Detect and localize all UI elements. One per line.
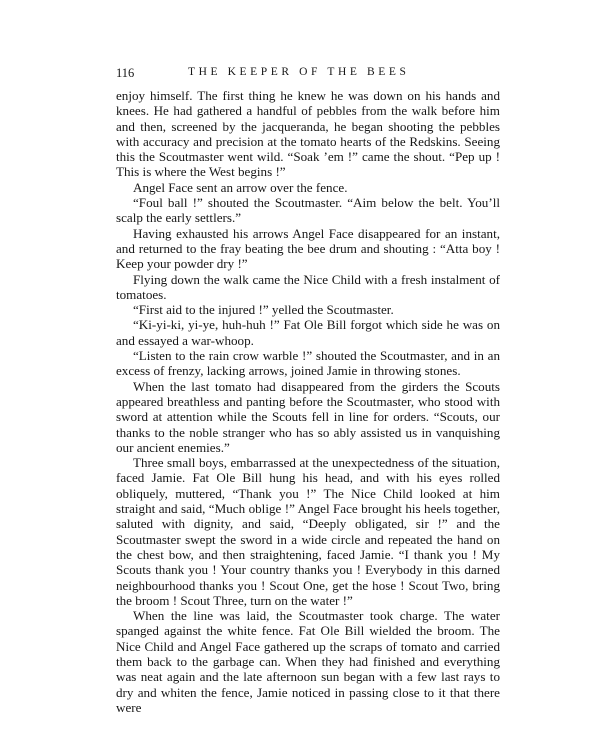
paragraph: Having exhausted his arrows Angel Face disappeared for an instant, and returned to the fray beating the bee drum and shouting : “Atta boy ! Keep your powder dry !” <box>116 225 500 272</box>
paragraph: Angel Face sent an arrow over the fence. <box>133 179 348 195</box>
page-number: 116 <box>116 66 135 80</box>
book-title: THE KEEPER OF THE BEES <box>188 66 410 78</box>
body-text <box>116 88 500 715</box>
book-page <box>116 66 500 715</box>
paragraph: When the last tomato had disappeared from the girders the Scouts appeared breathless and panting before the Scoutmaster, who stood with sword at attention while the Scouts fell in line for orders. “Scouts, our thanks to the noble stranger who has so ably assisted us in vanquishing our ancient enemies.” <box>116 378 500 455</box>
paragraph: When the line was laid, the Scoutmaster took charge. The water spanged against the white fence. Fat Ole Bill wielded the broom. The Nice Child and Angel Face gathered up the scraps of tomato and carried them back to the garbage can. When they had finished and everything was neat again and the late afternoon sun began with a few last rays to dry and whiten the fence, Jamie noticed in passing close to it that there were <box>116 608 500 715</box>
paragraph: “Listen to the rain crow warble !” shouted the Scoutmaster, and in an excess of frenzy, lacking arrows, joined Jamie in throwing stones. <box>116 348 500 379</box>
paragraph: “Foul ball !” shouted the Scoutmaster. “Aim below the belt. You’ll scalp the early settlers.” <box>116 195 500 226</box>
paragraph: Flying down the walk came the Nice Child with a fresh instalment of tomatoes. <box>116 271 500 302</box>
running-head <box>116 66 500 84</box>
paragraph: “Ki-yi-ki, yi-ye, huh-huh !” Fat Ole Bill forgot which side he was on and essayed a war-whoop. <box>116 317 500 348</box>
paragraph: enjoy himself. The first thing he knew he was down on his hands and knees. He had gathered a handful of pebbles from the walk before him and then, screened by the jacqueranda, he began shooting the pebbles with accuracy and precision at the tomato hearts of the Redskins. Seeing this the Scoutmaster went wild. “Soak ’em !” came the shout. “Pep up ! This is where the West begins !” <box>116 88 500 180</box>
paragraph: “First aid to the injured !” yelled the Scoutmaster. <box>133 302 394 318</box>
paragraph: Three small boys, embarrassed at the unexpectedness of the situation, faced Jamie. Fat Ole Bill hung his head, and with his eyes rolled obliquely, muttered, “Thank you !” The Nice Child looked at him straight and said, “Much oblige !” Angel Face brought his heels together, saluted with dignity, and said, “Deeply obligated, sir !” and the Scoutmaster swept the sword in a wide circle and repeated the hand on the chest bow, and then straightening, faced Jamie. “I thank you ! My Scouts thank you ! Your country thanks you ! Everybody in this darned neighbourhood thanks you ! Scout One, get the hose ! Scout Two, bring the broom ! Scout Three, turn on the water !” <box>116 455 500 608</box>
